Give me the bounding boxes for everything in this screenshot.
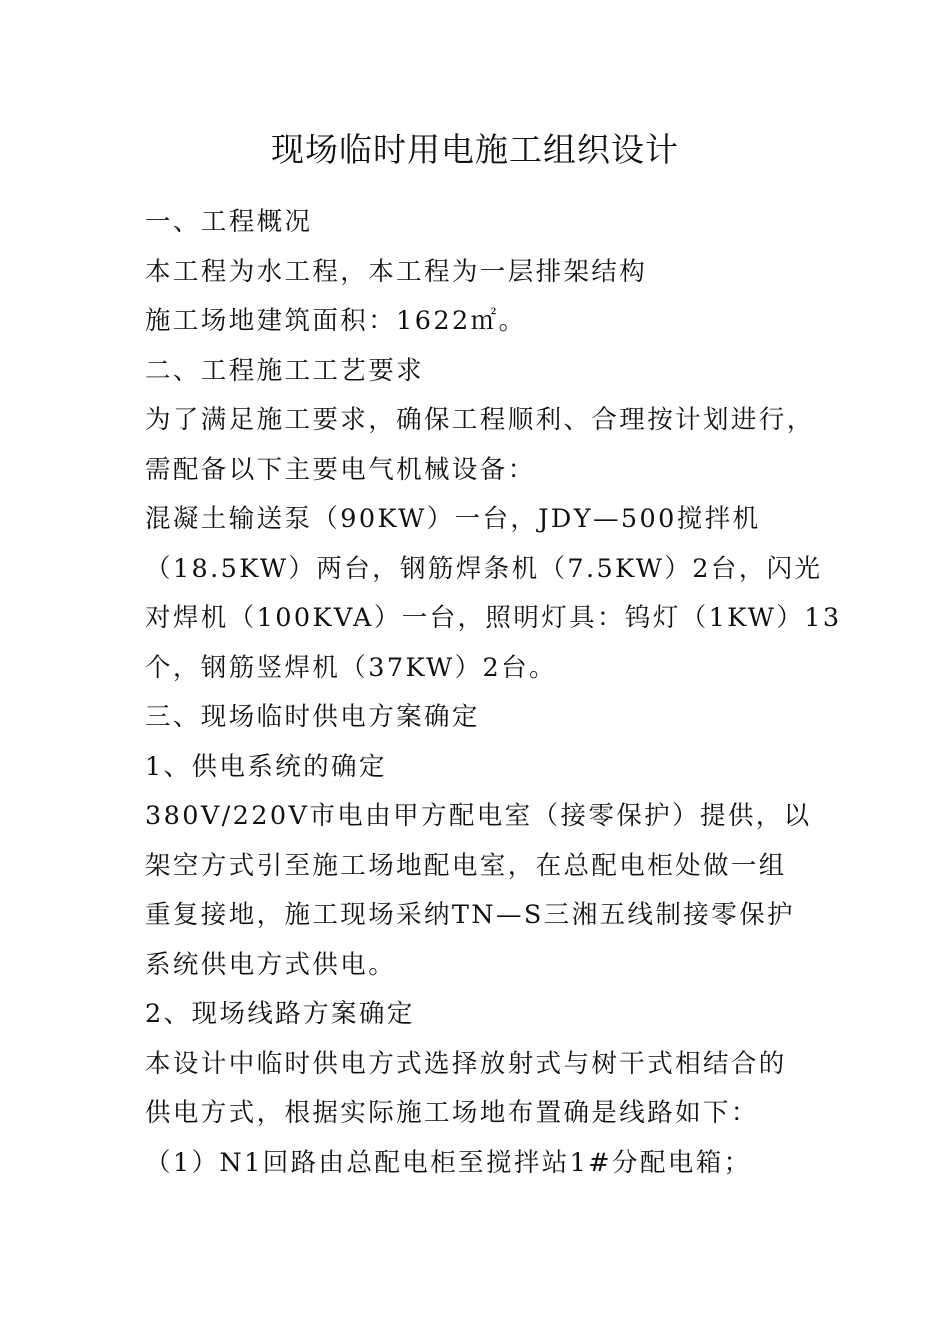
paragraph-line: 个，钢筋竖焊机（37KW）2台。 xyxy=(145,652,557,683)
list-item: （1）N1回路由总配电柜至搅拌站1#分配电箱； xyxy=(145,1147,752,1178)
page-title: 现场临时用电施工组织设计 xyxy=(271,130,679,169)
paragraph-line: 为了满足施工要求，确保工程顺利、合理按计划进行， xyxy=(145,405,815,435)
paragraph-line: 供电方式，根据实际施工场地布置确是线路如下： xyxy=(145,1098,759,1128)
paragraph-line: 本工程为水工程，本工程为一层排架结构 xyxy=(145,256,648,287)
paragraph-line: （18.5KW）两台，钢筋焊条机（7.5KW）2台，闪光 xyxy=(145,553,823,584)
document-body xyxy=(145,198,842,1188)
paragraph-line: 系统供电方式供电。 xyxy=(145,949,397,980)
paragraph-line: 施工场地建筑面积：1622㎡。 xyxy=(145,306,527,336)
paragraph-line: 本设计中临时供电方式选择放射式与树干式相结合的 xyxy=(145,1048,787,1079)
subsection-heading-power-system: 1、供电系统的确定 xyxy=(145,751,387,782)
paragraph-line: 架空方式引至施工场地配电室，在总配电柜处做一组 xyxy=(145,850,787,881)
paragraph-line: 380V/220V市电由甲方配电室（接零保护）提供，以 xyxy=(145,801,812,831)
section-heading-power-plan: 三、现场临时供电方案确定 xyxy=(145,702,480,732)
paragraph-line: 混凝土输送泵（90KW）一台，JDY—500搅拌机 xyxy=(145,504,761,534)
section-heading-requirements: 二、工程施工工艺要求 xyxy=(145,355,425,386)
section-heading-overview: 一、工程概况 xyxy=(145,207,313,237)
paragraph-line: 需配备以下主要电气机械设备： xyxy=(145,454,536,485)
paragraph-line: 重复接地，施工现场采纳TN—S三湘五线制接零保护 xyxy=(145,900,795,930)
paragraph-line: 对焊机（100KVA）一台，照明灯具：钨灯（1KW）13 xyxy=(145,603,842,633)
subsection-heading-circuit-plan: 2、现场线路方案确定 xyxy=(145,999,415,1029)
